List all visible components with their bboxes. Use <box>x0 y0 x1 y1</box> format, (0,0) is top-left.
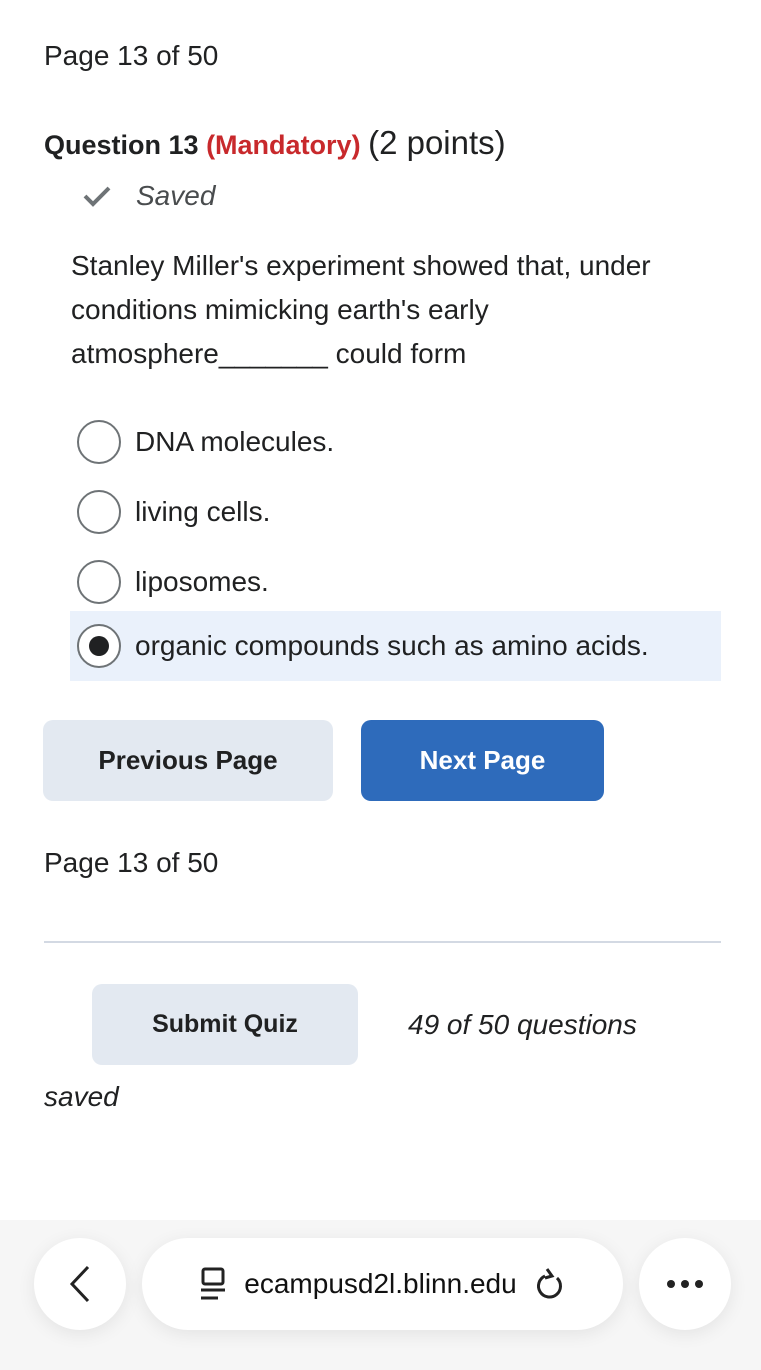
saved-count-status: 49 of 50 questions <box>408 1009 637 1040</box>
radio-button[interactable] <box>77 560 121 604</box>
url-text: ecampusd2l.blinn.edu <box>244 1268 517 1299</box>
more-options-button[interactable] <box>639 1238 731 1330</box>
page-indicator-bottom: Page 13 of 50 <box>44 847 219 878</box>
answer-option[interactable] <box>70 477 721 547</box>
more-icon <box>665 1279 705 1289</box>
tab-view-icon <box>200 1267 226 1301</box>
points-label: (2 points) <box>368 124 506 161</box>
saved-status <box>82 180 215 212</box>
page-indicator-top: Page 13 of 50 <box>44 40 219 71</box>
option-label: organic compounds such as amino acids. <box>135 630 649 661</box>
divider <box>44 941 721 943</box>
saved-count-status-cont: saved <box>44 1081 119 1112</box>
address-bar[interactable] <box>142 1238 623 1330</box>
submit-quiz-button[interactable]: Submit Quiz <box>92 984 358 1065</box>
answer-option[interactable] <box>70 407 721 477</box>
option-label: liposomes. <box>135 566 269 597</box>
browser-toolbar <box>0 1220 761 1370</box>
answer-option-selected[interactable] <box>70 611 721 681</box>
option-label: living cells. <box>135 496 271 527</box>
next-page-button[interactable]: Next Page <box>361 720 604 801</box>
chevron-left-icon <box>68 1264 92 1304</box>
radio-button[interactable] <box>77 420 121 464</box>
question-header <box>44 124 506 162</box>
reload-icon[interactable] <box>535 1266 565 1302</box>
answer-option[interactable] <box>70 547 721 617</box>
back-button[interactable] <box>34 1238 126 1330</box>
question-title: Question 13 <box>44 130 199 160</box>
radio-button-checked[interactable] <box>77 624 121 668</box>
checkmark-icon <box>82 184 112 208</box>
option-label: DNA molecules. <box>135 426 335 457</box>
question-text: Stanley Miller's experiment showed that, under conditions mimicking earth's early atmosphere_______ could form <box>71 250 651 369</box>
mandatory-label: (Mandatory) <box>206 130 361 160</box>
radio-button[interactable] <box>77 490 121 534</box>
previous-page-button[interactable]: Previous Page <box>43 720 333 801</box>
saved-label: Saved <box>136 180 216 211</box>
